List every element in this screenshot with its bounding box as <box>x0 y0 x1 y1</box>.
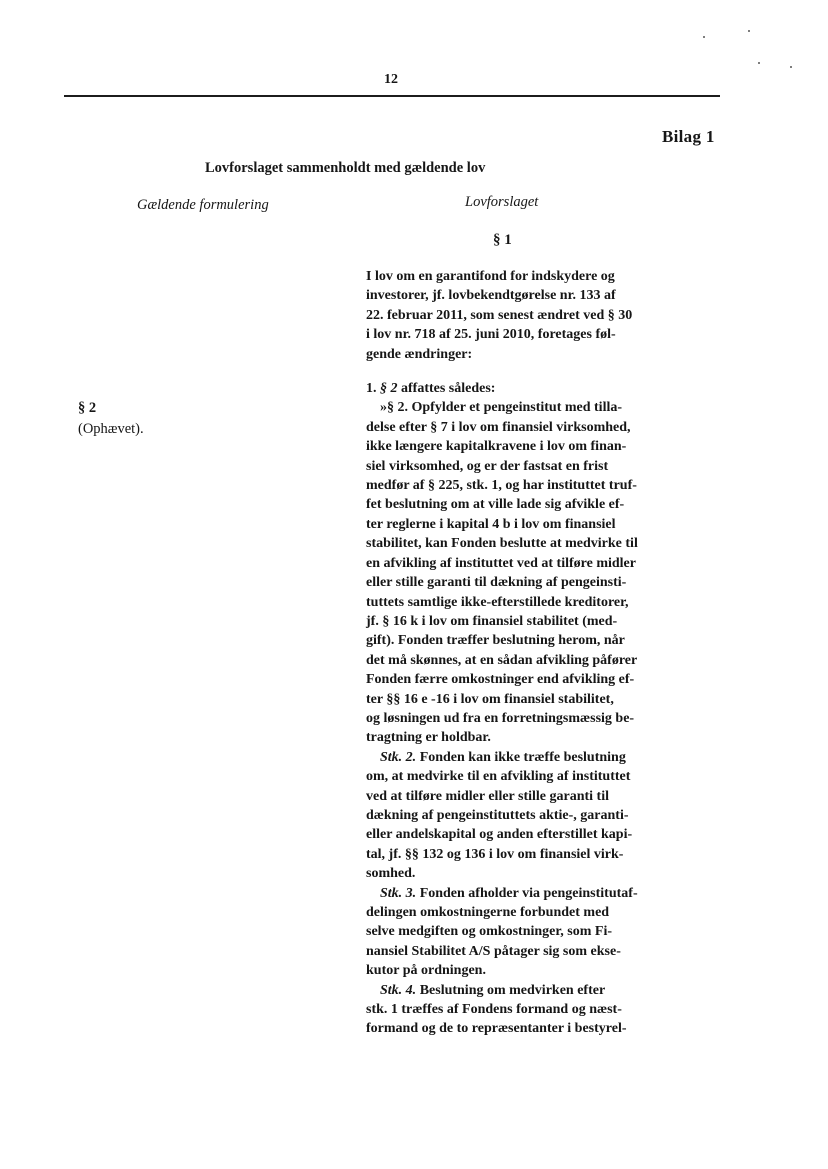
paragraph-line: Fonden færre omkostninger end afvikling ef- <box>366 672 635 688</box>
annex-label: Bilag 1 <box>662 127 715 146</box>
bill-column <box>366 267 656 1039</box>
current-paragraph-status: (Ophævet). <box>78 421 144 437</box>
paragraph-line: tragtning er holdbar. <box>366 730 491 746</box>
current-paragraph-sign: § 2 <box>78 400 97 416</box>
item-text: affattes således: <box>401 381 496 397</box>
stk-first-line <box>366 748 656 767</box>
section-heading: § 1 <box>493 232 512 248</box>
paragraph-line: ikke længere kapitalkravene i lov om finan- <box>366 439 627 455</box>
paragraph-line: siel virksomhed, og er der fastsat en frist <box>366 458 609 474</box>
stk-line: dækning af pengeinstituttets aktie-, garanti- <box>366 807 629 823</box>
paragraph-line: det må skønnes, at en sådan afvikling påfører <box>366 652 638 668</box>
left-column-heading: Gældende formulering <box>137 197 269 213</box>
paragraph-line: ter reglerne i kapital 4 b i lov om finansiel <box>366 516 616 532</box>
stk-first-line <box>366 981 656 1000</box>
stk-2 <box>366 748 656 884</box>
intro-line: i lov nr. 718 af 25. juni 2010, foretages føl- <box>366 327 616 343</box>
paragraph-line: »§ 2. Opfylder et pengeinstitut med tilla- <box>380 400 623 416</box>
amendment-item <box>366 379 656 398</box>
stk-line: formand og de to repræsentanter i bestyrel- <box>366 1021 627 1037</box>
new-paragraph-text <box>366 398 656 747</box>
item-number: 1. <box>366 381 377 397</box>
paragraph-line: delse efter § 7 i lov om finansiel virksomhed, <box>366 419 631 435</box>
stk-line: stk. 1 træffes af Fondens formand og næst- <box>366 1002 622 1018</box>
spacer <box>366 364 656 379</box>
stk-label: Stk. 2. <box>380 749 417 765</box>
current-wording-column <box>78 398 258 440</box>
scan-speck <box>748 30 750 32</box>
paragraph-line: ter §§ 16 e -16 i lov om finansiel stabilitet, <box>366 691 614 707</box>
stk-line: om, at medvirke til en afvikling af instituttet <box>366 769 631 785</box>
stk-line: somhed. <box>366 866 416 882</box>
paragraph-line: gift). Fonden træffer beslutning herom, når <box>366 633 625 649</box>
page-number: 12 <box>384 72 398 87</box>
paragraph-line: jf. § 16 k i lov om finansiel stabilitet (med- <box>366 613 618 629</box>
paragraph-line: tuttets samtlige ikke-efterstillede kreditorer, <box>366 594 629 610</box>
paragraph-line: medfør af § 225, stk. 1, og har instituttet truf- <box>366 478 637 494</box>
intro-line: investorer, jf. lovbekendtgørelse nr. 133 af <box>366 288 616 304</box>
scan-speck <box>790 66 792 68</box>
paragraph-line: en afvikling af instituttet ved at tilføre midler <box>366 555 636 571</box>
stk-line: delingen omkostningerne forbundet med <box>366 905 610 920</box>
paragraph-line: fet beslutning om at ville lade sig afvikle ef- <box>366 497 625 513</box>
stk-label: Stk. 3. <box>380 885 417 901</box>
paragraph-line: stabilitet, kan Fonden beslutte at medvirke til <box>366 536 638 552</box>
intro-text <box>366 267 656 364</box>
stk-line: ved at tilføre midler eller stille garanti til <box>366 788 609 804</box>
scan-speck <box>758 62 760 64</box>
stk-line: kutor på ordningen. <box>366 963 486 979</box>
stk-line: selve medgiften og omkostninger, som Fi- <box>366 924 613 940</box>
stk-text: Beslutning om medvirken efter <box>419 982 606 998</box>
stk-line: tal, jf. §§ 132 og 136 i lov om finansiel virk- <box>366 846 624 862</box>
right-column-heading: Lovforslaget <box>465 194 539 210</box>
header-rule <box>64 95 720 97</box>
intro-line: I lov om en garantifond for indskydere og <box>366 269 615 284</box>
document-title: Lovforslaget sammenholdt med gældende lov <box>205 160 486 176</box>
stk-text: Fonden afholder via pengeinstitutaf- <box>419 885 638 901</box>
stk-4 <box>366 981 656 1039</box>
scan-speck <box>703 36 705 38</box>
stk-3 <box>366 884 656 981</box>
stk-first-line <box>366 884 656 903</box>
stk-label: Stk. 4. <box>380 982 417 998</box>
paragraph-line: og løsningen ud fra en forretningsmæssig be- <box>366 710 635 726</box>
intro-line: 22. februar 2011, som senest ændret ved § 30 <box>366 307 633 323</box>
intro-line: gende ændringer: <box>366 346 473 362</box>
item-reference: § 2 <box>380 381 398 397</box>
stk-text: Fonden kan ikke træffe beslutning <box>419 749 626 765</box>
stk-line: eller andelskapital og anden efterstillet kapi- <box>366 827 633 843</box>
stk-line: nansiel Stabilitet A/S påtager sig som ekse- <box>366 943 621 959</box>
paragraph-line: eller stille garanti til dækning af pengeinsti- <box>366 575 627 591</box>
